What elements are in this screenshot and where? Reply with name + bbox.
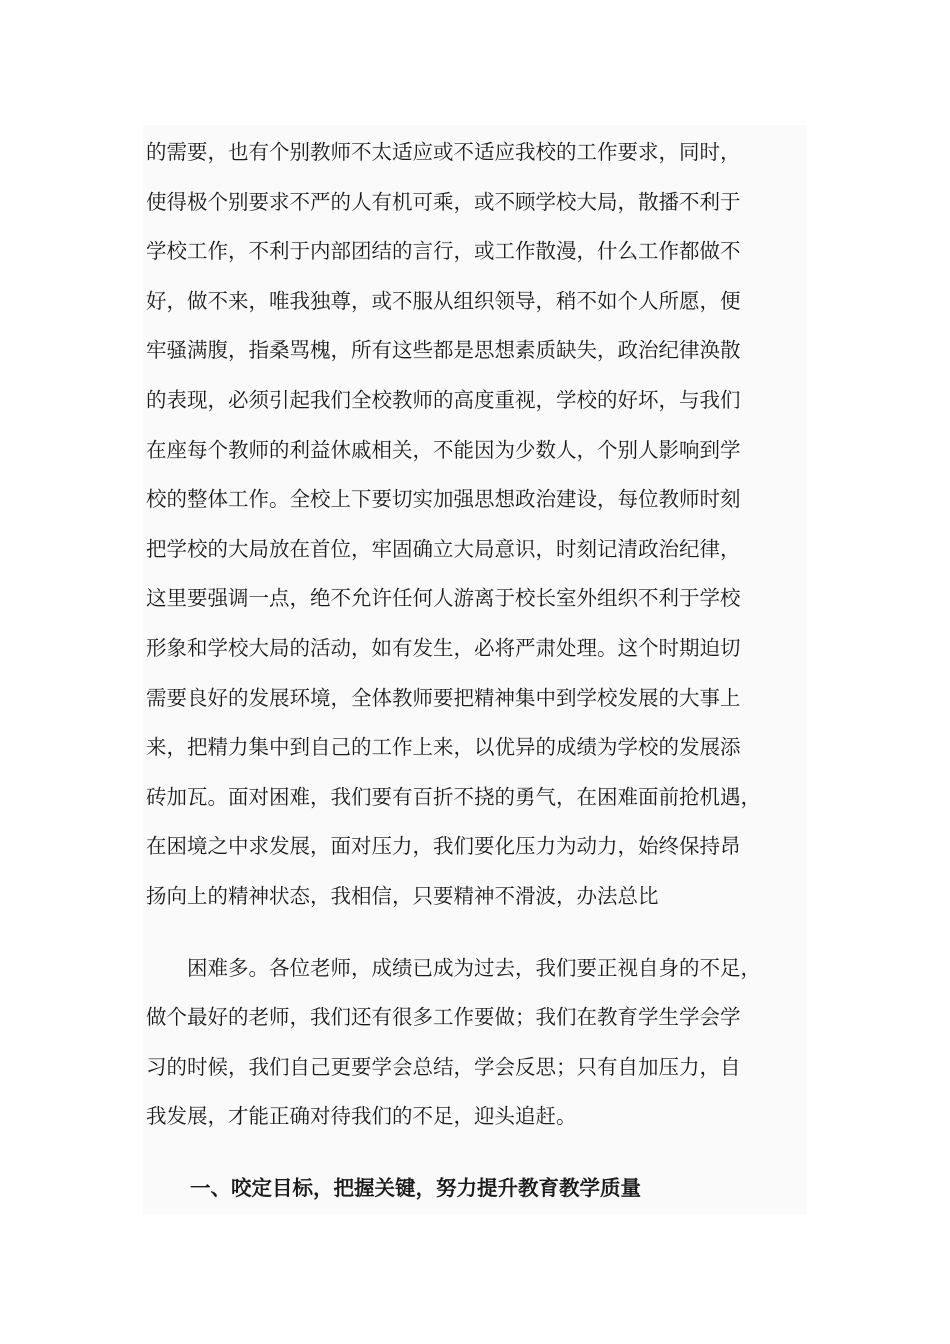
text-line: 习的时候，我们自己更要学会总结，学会反思；只有自加压力，自 <box>146 1054 741 1079</box>
text-line: 我发展，才能正确对待我们的不足，迎头追赶。 <box>146 1104 577 1129</box>
text-line: 做个最好的老师，我们还有很多工作要做；我们在教育学生学会学 <box>146 1005 741 1030</box>
text-line: 把学校的大局放在首位，牢固确立大局意识，时刻记清政治纪律， <box>146 536 741 561</box>
text-line: 在困境之中求发展，面对压力，我们要化压力为动力，始终保持昂 <box>146 834 741 859</box>
text-line: 校的整体工作。全校上下要切实加强思想政治建设，每位教师时刻 <box>146 487 741 512</box>
section-heading: 一、咬定目标，把握关键，努力提升教育教学质量 <box>190 1175 641 1200</box>
text-line: 这里要强调一点，绝不允许任何人游离于校长室外组织不利于学校 <box>146 586 741 611</box>
text-line: 困难多。各位老师，成绩已成为过去，我们要正视自身的不足， <box>187 955 761 980</box>
text-line: 牢骚满腹，指桑骂槐，所有这些都是思想素质缺失，政治纪律涣散 <box>146 338 741 363</box>
text-line: 好，做不来，唯我独尊，或不服从组织领导，稍不如个人所愿，便 <box>146 288 741 313</box>
text-line: 在座每个教师的利益休戚相关，不能因为少数人，个别人影响到学 <box>146 437 741 462</box>
text-line: 使得极个别要求不严的人有机可乘，或不顾学校大局，散播不利于 <box>146 189 741 214</box>
text-line: 扬向上的精神状态，我相信，只要精神不滑波，办法总比 <box>146 883 659 908</box>
text-line: 的需要，也有个别教师不太适应或不适应我校的工作要求，同时， <box>146 140 741 164</box>
paragraph-spacer <box>146 1142 826 1164</box>
text-line: 来，把精力集中到自己的工作上来，以优异的成绩为学校的发展添 <box>146 735 741 760</box>
document-body <box>146 128 826 1213</box>
text-line: 的表现，必须引起我们全校教师的高度重视，学校的好坏，与我们 <box>146 387 741 412</box>
paragraph-2 <box>146 944 826 1142</box>
text-line: 形象和学校大局的活动，如有发生，必将严肃处理。这个时期迫切 <box>146 635 741 660</box>
text-line: 学校工作，不利于内部团结的言行，或工作散漫，什么工作都做不 <box>146 239 741 264</box>
text-line: 砖加瓦。面对困难，我们要有百折不挠的勇气，在困难面前抢机遇， <box>146 784 761 809</box>
paragraph-1 <box>146 128 826 922</box>
text-line: 需要良好的发展环境，全体教师要把精神集中到学校发展的大事上 <box>146 685 741 710</box>
paragraph-spacer <box>146 922 826 944</box>
